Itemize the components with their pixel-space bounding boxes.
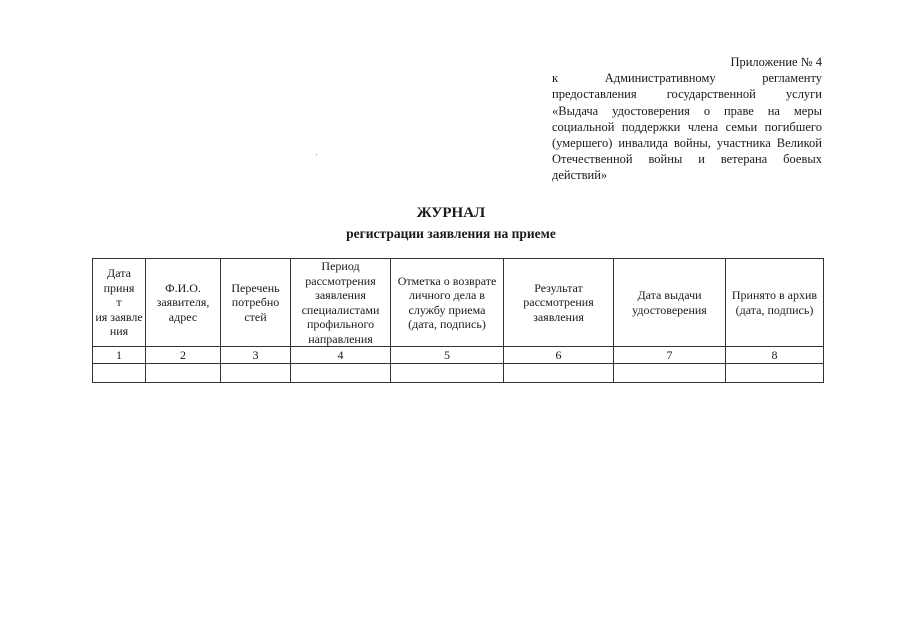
empty-cell <box>391 364 504 383</box>
empty-cell <box>221 364 291 383</box>
empty-cell <box>146 364 221 383</box>
annex-line: (умершего) инвалида войны, участника Великой <box>552 136 822 151</box>
annex-line: социальной поддержки члена семьи погибшего <box>552 119 822 134</box>
header-cell-return-mark <box>391 259 504 347</box>
header-cell-applicant <box>146 259 221 347</box>
header-cell-issue-date <box>614 259 726 347</box>
column-number: 8 <box>726 347 824 364</box>
annex-line: предоставления государственной услуги <box>552 87 822 102</box>
journal-subtitle: регистрации заявления на приеме <box>346 226 556 241</box>
header-text: Принято в архив (дата, подпись) <box>731 288 818 317</box>
column-number: 3 <box>221 347 291 364</box>
column-number: 2 <box>146 347 221 364</box>
header-cell-review-period <box>291 259 391 347</box>
column-number: 5 <box>391 347 504 364</box>
header-text: Ф.И.О. заявителя, адрес <box>156 280 210 324</box>
annex-line: Отечественной войны и ветерана боевых <box>552 152 822 167</box>
header-text: Отметка о возврате личного дела в службу приема (дата, подпись) <box>397 273 497 331</box>
header-text: Результат рассмотрения заявления <box>523 280 594 324</box>
header-text: Перечень потребно стей <box>231 280 280 324</box>
column-number: 6 <box>504 347 614 364</box>
empty-cell <box>93 364 146 383</box>
header-text: Дата выдачи удостоверения <box>632 288 707 317</box>
registration-table <box>92 258 824 383</box>
annex-line: «Выдача удостоверения о праве на меры <box>552 103 822 118</box>
column-number: 4 <box>291 347 391 364</box>
column-number: 1 <box>93 347 146 364</box>
empty-cell <box>291 364 391 383</box>
header-cell-review-result <box>504 259 614 347</box>
column-number: 7 <box>614 347 726 364</box>
annex-line: действий» <box>552 168 608 183</box>
empty-cell <box>614 364 726 383</box>
scan-speck <box>316 154 317 155</box>
journal-title: ЖУРНАЛ <box>416 205 486 221</box>
table-number-row <box>93 347 824 364</box>
header-cell-date-accepted <box>93 259 146 347</box>
annex-line: к Административному регламенту <box>552 71 822 86</box>
table-row <box>93 364 824 383</box>
annex-block <box>552 54 822 184</box>
empty-cell <box>504 364 614 383</box>
header-cell-archived <box>726 259 824 347</box>
header-text: Дата приня т ия заявле ния <box>95 266 143 339</box>
table-header-row <box>93 259 824 347</box>
header-text: Период рассмотрения заявления специалистами профильного направления <box>301 259 380 346</box>
annex-title: Приложение № 4 <box>730 55 822 69</box>
header-cell-needs <box>221 259 291 347</box>
empty-cell <box>726 364 824 383</box>
